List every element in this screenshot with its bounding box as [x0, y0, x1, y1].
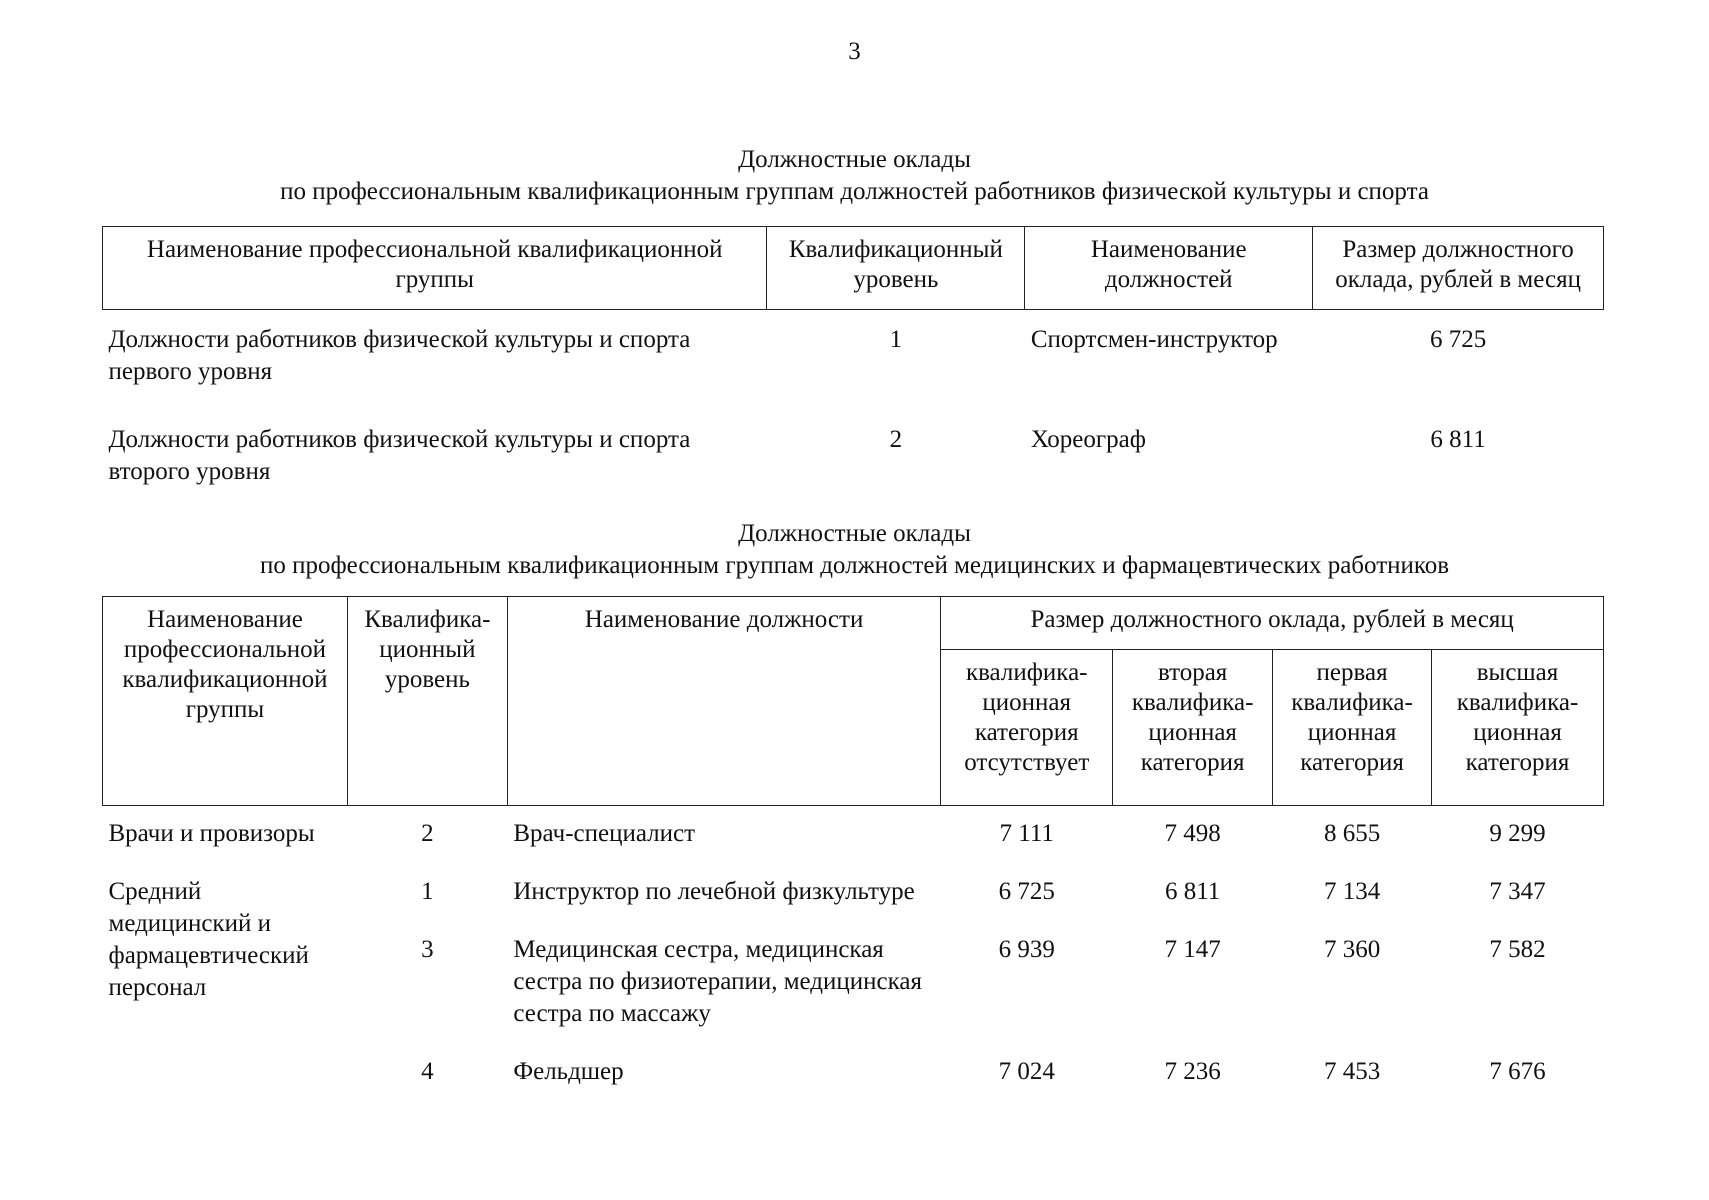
- cell-salary: 7 236: [1164, 1058, 1221, 1085]
- cell-salary: 7 347: [1489, 878, 1546, 905]
- cell-salary: 6 939: [998, 936, 1055, 963]
- section2-title-line1: Должностные оклады: [738, 520, 971, 547]
- cell-level: 2: [889, 426, 903, 453]
- sport-salary-table: [102, 226, 1604, 510]
- cell-salary: 7 676: [1489, 1058, 1546, 1085]
- section2-title-line2: по профессиональным квалификационным группам должностей медицинских и фармацевтических работников: [259, 552, 1450, 579]
- table-header-row: [103, 227, 1604, 310]
- page-number: 3: [848, 38, 861, 65]
- cell-salary: 6 811: [1430, 426, 1486, 453]
- cell-salary: 7 453: [1323, 1058, 1381, 1085]
- cell-salary: 7 134: [1323, 878, 1381, 905]
- cell-group: Врачи и провизоры: [108, 820, 315, 847]
- cell-salary: 6 725: [1429, 326, 1487, 353]
- section1-title-line1: Должностные оклады: [738, 146, 971, 173]
- header-group: Наименование профессиональной квалификационной группы: [103, 227, 767, 310]
- table-row: [103, 410, 1604, 510]
- cell-level: 1: [889, 326, 903, 353]
- cell-salary: 7 024: [998, 1058, 1055, 1085]
- table-header-row: [103, 597, 1604, 650]
- table-row: [103, 806, 1604, 865]
- cell-group: Должности работников физической культуры и спорта второго уровня: [108, 426, 691, 485]
- header-salary: Размер должностного оклада, рублей в месяц: [1313, 227, 1604, 310]
- cell-salary: 7 582: [1489, 936, 1546, 963]
- cell-salary: 6 725: [998, 878, 1055, 905]
- cell-group: Должности работников физической культуры и спорта первого уровня: [108, 326, 691, 385]
- cell-position: Спортсмен-инструктор: [1030, 326, 1278, 353]
- cell-position: Врач-специалист: [513, 820, 696, 847]
- cell-position: Инструктор по лечебной физкультуре: [513, 878, 915, 905]
- header-level: Квалификационный уровень: [767, 227, 1025, 310]
- cell-position: Хореограф: [1030, 426, 1146, 453]
- header-category-none: квалифика-ционная категория отсутствует: [941, 650, 1113, 806]
- cell-position: Медицинская сестра, медицинская сестра по физиотерапии, медицинская сестра по массажу: [513, 936, 922, 1027]
- header-category-highest: высшая квалифика-ционная категория: [1432, 650, 1604, 806]
- cell-level: 3: [421, 936, 434, 963]
- cell-position: Фельдшер: [513, 1058, 624, 1085]
- header-level: Квалифика-ционный уровень: [347, 597, 507, 806]
- section1-title-line2: по профессиональным квалификационным группам должностей работников физической культуры и спорта: [280, 178, 1429, 205]
- cell-salary: 9 299: [1489, 820, 1546, 847]
- cell-salary: 7 498: [1164, 820, 1221, 847]
- header-salary: Размер должностного оклада, рублей в месяц: [941, 597, 1604, 650]
- header-position: Наименование должности: [507, 597, 940, 806]
- section2-title: [0, 518, 1709, 582]
- table-row: [103, 310, 1604, 411]
- cell-level: 2: [421, 820, 434, 847]
- cell-salary: 7 111: [999, 820, 1054, 847]
- header-group: Наименование профессиональной квалификационной группы: [103, 597, 348, 806]
- header-category-first: первая квалифика-ционная категория: [1273, 650, 1432, 806]
- cell-salary: 7 147: [1164, 936, 1221, 963]
- cell-salary: 6 811: [1164, 878, 1221, 905]
- section1-title: [0, 144, 1709, 208]
- cell-group: Средний медицинский и фармацевтический персонал: [108, 878, 309, 1001]
- cell-salary: 7 360: [1323, 936, 1381, 963]
- cell-level: 1: [421, 878, 434, 905]
- cell-level: 4: [421, 1058, 434, 1085]
- header-position: Наименование должностей: [1025, 227, 1313, 310]
- cell-salary: 8 655: [1323, 820, 1381, 847]
- medical-salary-table: [102, 596, 1604, 1102]
- header-category-second: вторая квалифика-ционная категория: [1113, 650, 1273, 806]
- table-row: [103, 864, 1604, 922]
